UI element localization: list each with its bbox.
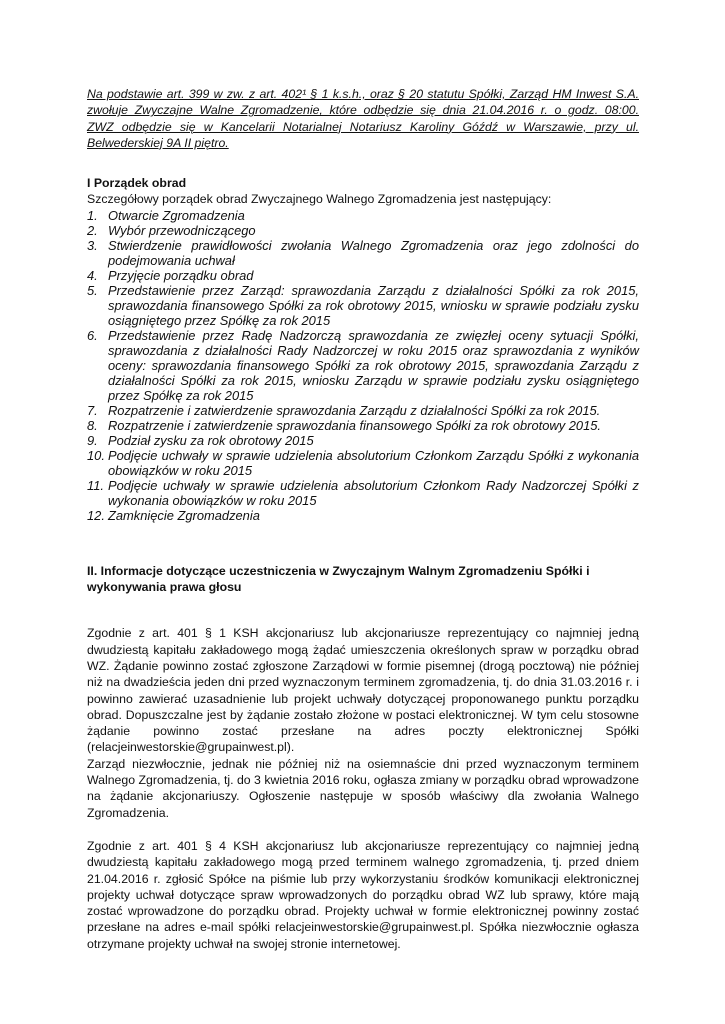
agenda-item-number: 2. [87,222,98,238]
participation-heading: II. Informacje dotyczące uczestniczenia w Zwyczajnym Walnym Zgromadzeniu Spółki i wykonywania prawa głosu [87,563,590,595]
agenda-item-text: Podjęcie uchwały w sprawie udzielenia absolutorium Członkom Rady Nadzorczej Spółki z wykonania obowiązków w roku 2015 [108,477,639,508]
agenda-item [87,268,639,283]
agenda-item-number: 8. [87,417,98,433]
agenda-item-number: 7. [87,402,98,418]
agenda-item-text: Przedstawienie przez Zarząd: sprawozdania Zarządu z działalności Spółki za rok 2015, sprawozdania finansowego Spółki za rok obrotowy 2015, wniosku w sprawie podziału zysku osiągniętego przez Spółkę za rok 2015 [108,282,639,328]
agenda-item [87,478,639,508]
agenda-item [87,448,639,478]
agenda-item-text: Zamknięcie Zgromadzenia [108,507,260,523]
agenda-item-number: 10. [87,447,105,463]
agenda-item-text: Stwierdzenie prawidłowości zwołania Walnego Zgromadzenia oraz jego zdolności do podejmowania uchwał [108,237,639,268]
agenda-item-number: 1. [87,207,98,223]
agenda-item-number: 5. [87,282,98,298]
agenda-item [87,508,639,523]
agenda-item-text: Podjęcie uchwały w sprawie udzielenia absolutorium Członkom Zarządu Spółki z wykonania obowiązków w roku 2015 [108,447,639,478]
convocation-statement: Na podstawie art. 399 w zw. z art. 402¹ § 1 k.s.h., oraz § 20 statutu Spółki, Zarząd HM Inwest S.A. zwołuje Zwyczajne Walne Zgromadzenie, które odbędzie się dnia 21.04.2016 r. o godz. 08:00. [87,87,639,118]
agenda-item [87,238,639,268]
agenda-item [87,433,639,448]
meeting-venue: ZWZ odbędzie się w Kancelarii Notarialnej Notariusz Karoliny Góźdź w Warszawie, przy ul. Belwederskiej 9A II piętro. [87,119,639,150]
agenda-request-paragraph: Zgodnie z art. 401 § 1 KSH akcjonariusz lub akcjonariusze reprezentujący co najmniej jedną dwudziestą kapitału zakładowego mogą żądać umieszczenia określonych spraw w porządku obrad WZ. Żądanie powinno zostać zgłoszone Zarządowi w formie pisemnej (drogą pocztową) nie później niż na dwadzieścia jeden dni przed wyznaczonym terminem zgromadzenia, tj. do dnia 31.03.2016 r. i powinno zawierać uzasadnienie lub projekt uchwały dotyczącej proponowanego punktu porządku obrad. Dopuszczalne jest by żądanie zostało złożone w postaci elektronicznej. W tym celu stosowne żądanie powinno zostać przesłane na adres poczty elektronicznej Spółki (relacjeinwestorskie@grupainwest.pl). [87,626,639,755]
agenda-item [87,223,639,238]
agenda-item-number: 12. [87,507,105,523]
agenda-item-number: 6. [87,327,98,343]
agenda-item-number: 11. [87,477,104,493]
agenda-list [87,208,639,523]
agenda-item-text: Przedstawienie przez Radę Nadzorczą sprawozdania ze zwięzłej oceny sytuacji Spółki, sprawozdania z działalności Rady Nadzorczej w roku 2015 oraz sprawozdania z wyników oceny: sprawozdania finansowego Spółki za rok obrotowy 2015, sprawozdania Zarządu z działalności Spółki za rok 2015, wniosku Zarządu w sprawie podziału zysku osiągniętego przez Spółkę za rok 2015 [108,327,639,403]
draft-resolutions-paragraph: Zgodnie z art. 401 § 4 KSH akcjonariusz lub akcjonariusze reprezentujący co najmniej jedną dwudziestą kapitału zakładowego mogą przed terminem walnego zgromadzenia, tj. przed dniem 21.04.2016 r. zgłosić Spółce na piśmie lub przy wykorzystaniu środków komunikacji elektronicznej projekty uchwał dotyczące spraw wprowadzonych do porządku obrad WZ lub sprawy, które mają zostać wprowadzone do porządku obrad. Projekty uchwał w formie elektronicznej powinny zostać przesłane na adres e-mail spółki relacjeinwestorskie@grupainwest.pl. Spółka niezwłocznie ogłasza otrzymane projekty uchwał na swojej stronie internetowej. [87,838,639,951]
convocation-notice [87,86,639,151]
agenda-item-text: Wybór przewodniczącego [108,222,256,238]
agenda-item-number: 4. [87,267,98,283]
agenda-heading: I Porządek obrad [87,176,187,191]
document-page [87,86,639,952]
agenda-item-text: Otwarcie Zgromadzenia [108,207,245,223]
agenda-item-text: Rozpatrzenie i zatwierdzenie sprawozdania Zarządu z działalności Spółki za rok 2015. [108,402,601,418]
agenda-item-number: 3. [87,237,98,253]
agenda-change-paragraph: Zarząd niezwłocznie, jednak nie później niż na osiemnaście dni przed wyznaczonym terminem Walnego Zgromadzenia, tj. do 3 kwietnia 2016 roku, ogłasza zmiany w porządku obrad wprowadzone na żądanie akcjonariuszy. Ogłoszenie następuje w sposób właściwy dla zwołania Walnego Zgromadzenia. [87,756,639,820]
agenda-item [87,418,639,433]
agenda-item [87,403,639,418]
agenda-item [87,328,639,403]
agenda-item-text: Przyjęcie porządku obrad [108,267,254,283]
agenda-item [87,283,639,328]
agenda-item-text: Podział zysku za rok obrotowy 2015 [108,432,314,448]
agenda-item [87,208,639,223]
agenda-lead: Szczegółowy porządek obrad Zwyczajnego Walnego Zgromadzenia jest następujący: [87,192,552,207]
agenda-item-text: Rozpatrzenie i zatwierdzenie sprawozdania finansowego Spółki za rok obrotowy 2015. [108,417,601,433]
agenda-item-number: 9. [87,432,98,448]
